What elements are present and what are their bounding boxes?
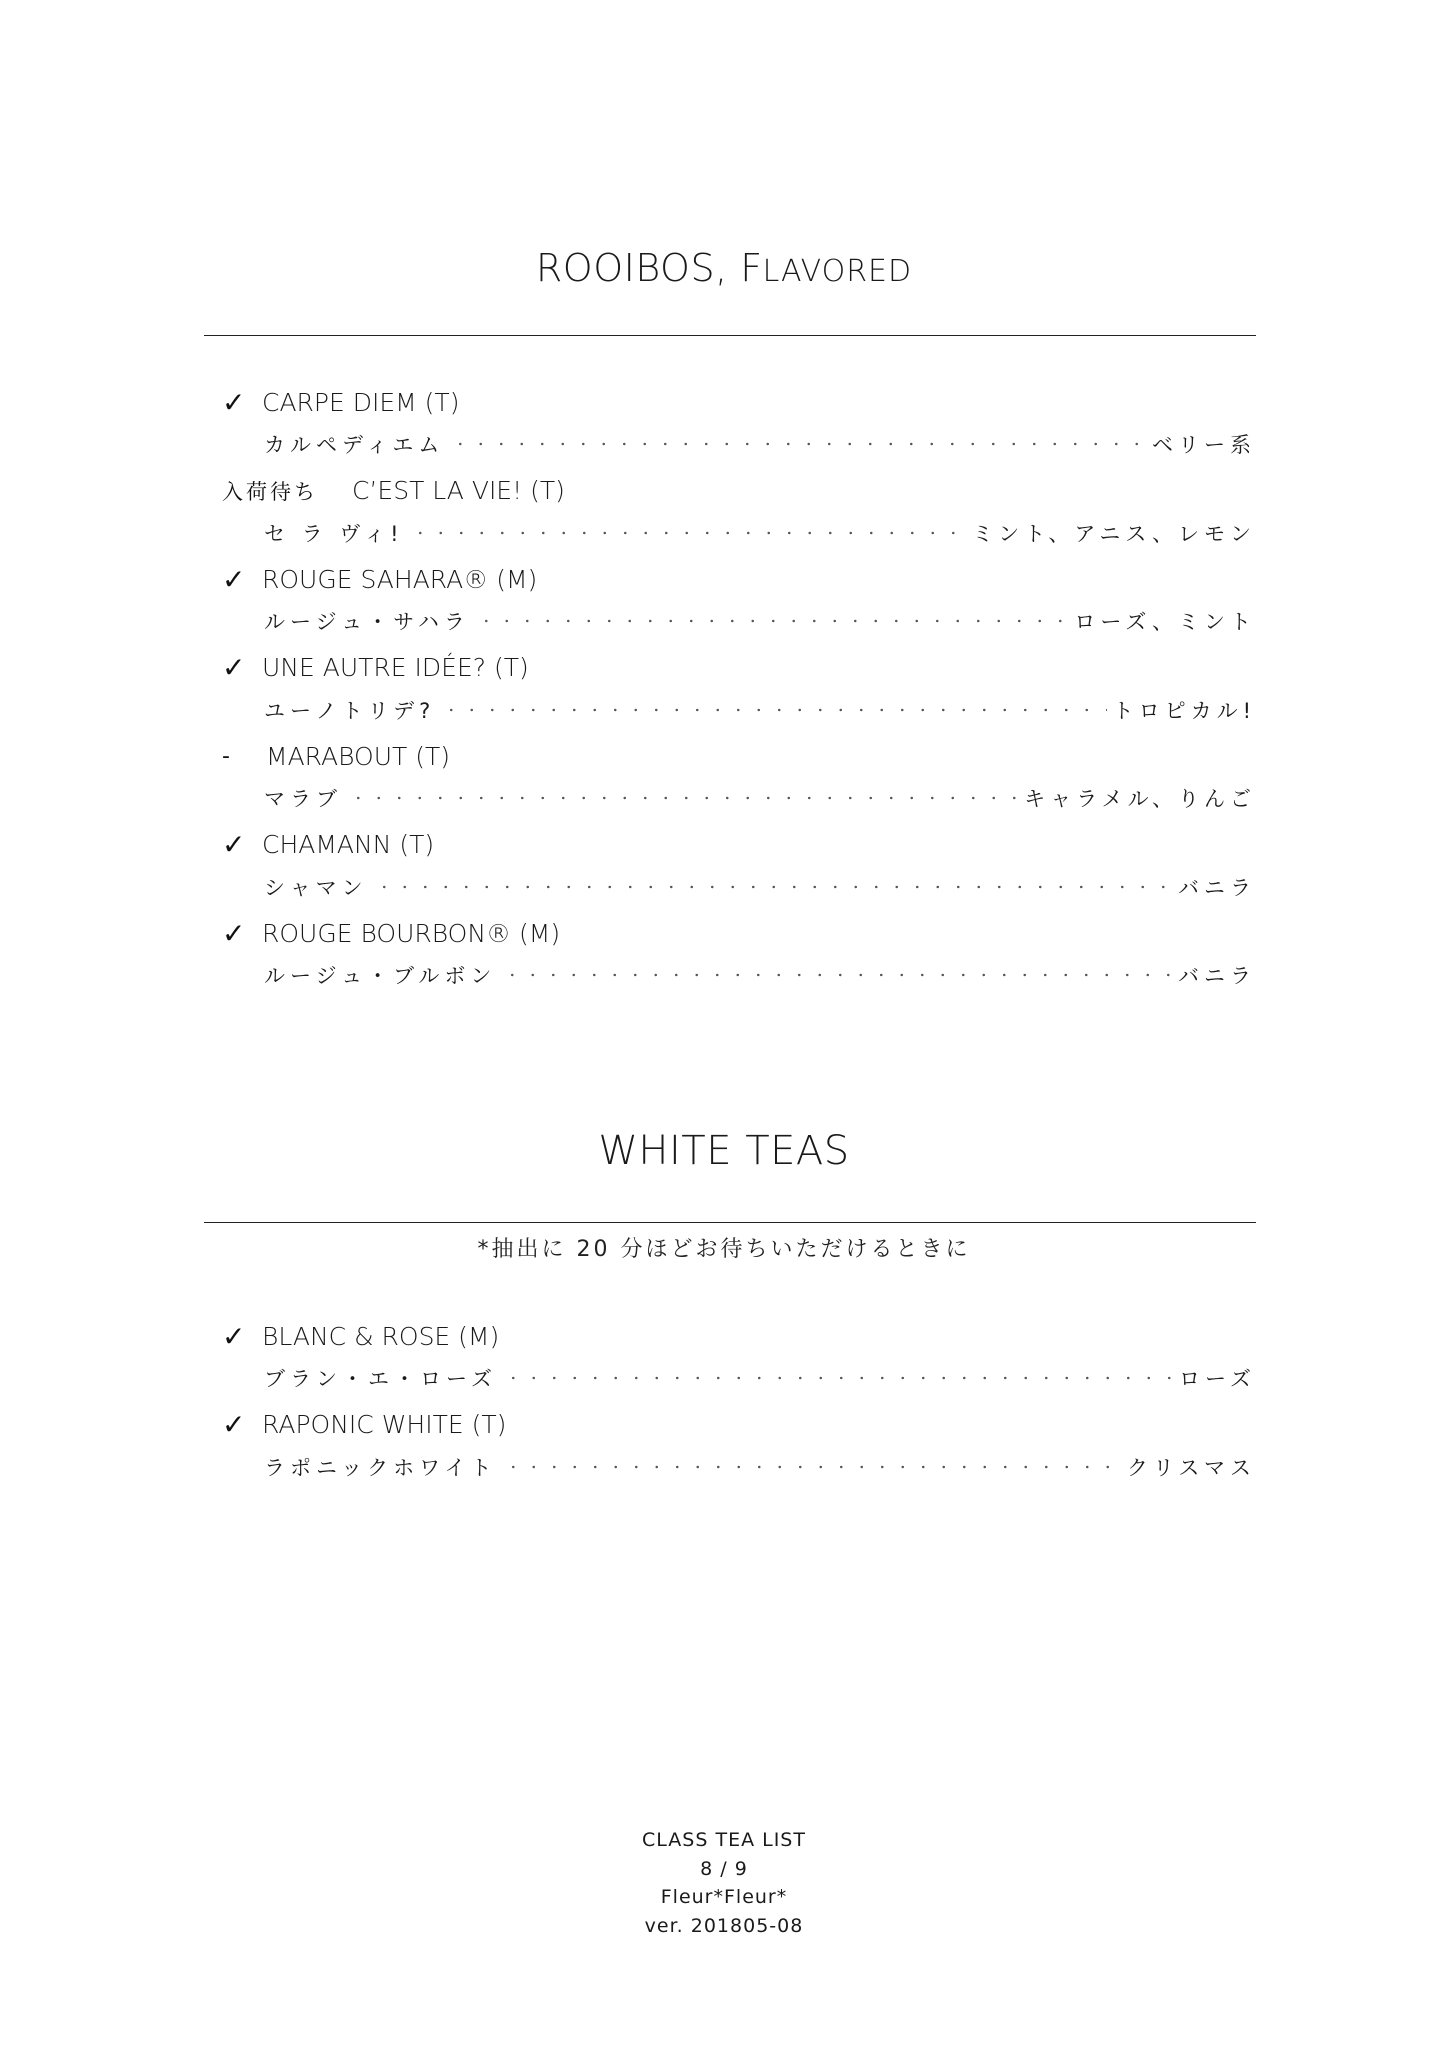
dot-leader (348, 794, 1018, 802)
dot-leader (502, 971, 1172, 979)
dot-leader (374, 883, 1172, 891)
list-item (222, 913, 1256, 1002)
list-item (222, 1316, 1256, 1405)
tea-name-jp: カルペディエム (264, 433, 445, 457)
divider-line (204, 1222, 1256, 1223)
tea-name-jp: ルージュ・ブルボン (264, 964, 497, 988)
tea-name: RAPONIC WHITE (T) (262, 1410, 507, 1439)
check-icon: ✓ (222, 828, 246, 861)
list-item (222, 559, 1256, 648)
list-item (222, 1405, 1256, 1494)
list-item (222, 825, 1256, 914)
tea-name-jp: ルージュ・サハラ (264, 610, 470, 634)
list-item (222, 648, 1256, 737)
title-smallcaps-text: LAVORED (762, 254, 913, 289)
tea-flavor: ミント、アニス、レモン (972, 521, 1256, 546)
dot-leader (476, 617, 1069, 625)
dot-leader (503, 1374, 1173, 1382)
tea-name: MARABOUT (T) (266, 741, 451, 771)
check-icon: ✓ (222, 1408, 246, 1441)
list-item (222, 471, 1256, 560)
tea-name-jp: シャマン (264, 875, 368, 900)
tea-flavor: ベリー系 (1152, 433, 1256, 457)
status-label: 入荷待ち (222, 479, 318, 504)
tea-name: UNE AUTRE IDÉE? (T) (262, 653, 529, 682)
dot-leader (441, 706, 1106, 714)
section-title-rooibos (0, 246, 1448, 290)
tea-flavor: ローズ、ミント (1074, 610, 1256, 634)
title-main-text: ROOIBOS, F (535, 246, 763, 290)
dot-leader (410, 529, 967, 537)
footer-list-title: CLASS TEA LIST (642, 1829, 806, 1851)
tea-name: C’EST LA VIE! (T) (352, 476, 565, 505)
tea-name: CHAMANN (T) (262, 830, 435, 859)
tea-name: BLANC & ROSE (M) (262, 1321, 500, 1351)
check-icon: ✓ (222, 385, 246, 419)
tea-name: ROUGE SAHARA® (M) (262, 564, 538, 594)
check-icon: ✓ (222, 1319, 246, 1353)
check-icon: ✓ (222, 916, 246, 950)
tea-flavor: バニラ (1178, 875, 1256, 900)
dash-icon: - (222, 743, 230, 769)
tea-name-jp: ラポニックホワイト (264, 1455, 497, 1480)
dot-leader (503, 1463, 1121, 1471)
tea-flavor: トロピカル! (1112, 698, 1256, 723)
section-title-white-teas: WHITE TEAS (598, 1128, 850, 1174)
page-footer (0, 1826, 1448, 1940)
tea-flavor: キャラメル、りんご (1024, 787, 1256, 811)
list-item (222, 736, 1256, 825)
dot-leader (450, 440, 1146, 448)
divider-line (204, 335, 1256, 336)
tea-flavor: バニラ (1178, 964, 1256, 988)
check-icon: ✓ (222, 651, 246, 684)
check-icon: ✓ (222, 562, 246, 596)
shop-name: Fleur*Fleur* (660, 1886, 788, 1908)
tea-flavor: ローズ (1179, 1367, 1256, 1391)
brewing-note: *抽出に 20 分ほどお待ちいただけるときに (477, 1237, 971, 1262)
list-item (222, 382, 1256, 471)
version-label: ver. 201805-08 (644, 1914, 804, 1937)
white-teas-list (222, 1316, 1256, 1493)
tea-name: CARPE DIEM (T) (262, 387, 460, 417)
rooibos-list (222, 382, 1256, 1002)
tea-name-jp: セ ラ ヴィ! (264, 521, 404, 546)
page-number: 8 / 9 (700, 1857, 748, 1880)
tea-name: ROUGE BOURBON® (M) (262, 918, 561, 948)
tea-name-jp: ユーノトリデ? (264, 698, 436, 723)
tea-name-jp: ブラン・エ・ローズ (264, 1367, 497, 1391)
tea-flavor: クリスマス (1126, 1455, 1256, 1480)
tea-name-jp: マラブ (264, 787, 342, 811)
